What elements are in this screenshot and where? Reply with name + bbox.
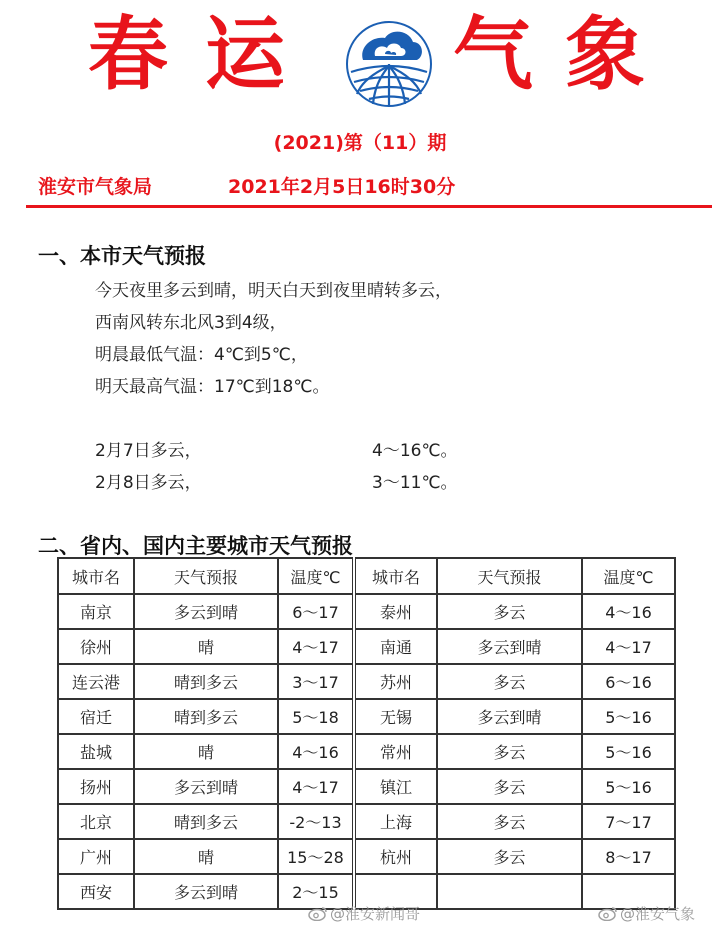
table-row (58, 629, 675, 664)
city-cell: 西安 (58, 874, 134, 909)
weather-cell (437, 874, 582, 909)
section1-heading: 一、本市天气预报 (38, 244, 206, 268)
weather-cell: 晴到多云 (134, 804, 278, 839)
weather-cell: 晴到多云 (134, 699, 278, 734)
org-name: 淮安市气象局 (38, 176, 153, 198)
temp-cell: 5～16 (582, 699, 675, 734)
col-header-temp: 温度℃ (582, 558, 675, 594)
weather-cell: 多云 (437, 594, 582, 629)
weibo-icon (308, 905, 328, 921)
temp-cell: -2～13 (278, 804, 354, 839)
forecast-line-1: 今天夜里多云到晴，明天白天到夜里晴转多云， (95, 281, 452, 301)
title-char-2: 运 (205, 8, 285, 101)
temp-cell: 3～17 (278, 664, 354, 699)
title-char-4: 象 (565, 8, 645, 101)
city-cell: 上海 (354, 804, 437, 839)
title-char-3: 气 (453, 8, 533, 101)
weather-cell: 多云到晴 (134, 594, 278, 629)
weibo-icon (598, 905, 618, 921)
city-cell: 杭州 (354, 839, 437, 874)
temp-cell: 8～17 (582, 839, 675, 874)
outlook-temp-2: 3～11℃。 (372, 473, 458, 493)
watermark-left: @淮安新闻哥 (330, 905, 421, 923)
city-cell: 南京 (58, 594, 134, 629)
table-row (58, 839, 675, 874)
temp-cell: 15～28 (278, 839, 354, 874)
weather-cell: 晴 (134, 629, 278, 664)
weather-cell: 晴 (134, 734, 278, 769)
outlook-temp-1: 4～16℃。 (372, 441, 458, 461)
weather-cell: 多云 (437, 804, 582, 839)
temp-cell: 7～17 (582, 804, 675, 839)
city-cell: 常州 (354, 734, 437, 769)
weather-cell: 多云 (437, 839, 582, 874)
weather-cell: 多云 (437, 769, 582, 804)
title-char-1: 春 (88, 8, 168, 101)
city-cell: 徐州 (58, 629, 134, 664)
forecast-line-4: 明天最高气温：17℃到18℃。 (95, 377, 330, 397)
table-row (58, 804, 675, 839)
temp-cell: 4～17 (278, 769, 354, 804)
table-row (58, 664, 675, 699)
table-row (58, 594, 675, 629)
city-cell: 北京 (58, 804, 134, 839)
city-cell: 盐城 (58, 734, 134, 769)
city-cell: 扬州 (58, 769, 134, 804)
forecast-line-3: 明晨最低气温：4℃到5℃， (95, 345, 308, 365)
weather-cell: 多云 (437, 664, 582, 699)
temp-cell: 4～17 (582, 629, 675, 664)
city-cell: 苏州 (354, 664, 437, 699)
weather-cell: 多云到晴 (437, 699, 582, 734)
temp-cell: 5～18 (278, 699, 354, 734)
section2-heading: 二、省内、国内主要城市天气预报 (38, 534, 353, 558)
temp-cell: 5～16 (582, 734, 675, 769)
col-header-city: 城市名 (354, 558, 437, 594)
col-header-city: 城市名 (58, 558, 134, 594)
outlook-day-1: 2月7日多云， (95, 441, 202, 461)
city-forecast-table (57, 557, 676, 910)
temp-cell: 4～16 (278, 734, 354, 769)
city-cell: 泰州 (354, 594, 437, 629)
watermark-right: @淮安气象 (620, 905, 696, 923)
forecast-line-2: 西南风转东北风3到4级， (95, 313, 287, 333)
temp-cell: 4～17 (278, 629, 354, 664)
weather-cell: 多云到晴 (134, 874, 278, 909)
cma-cloud-logo-icon (345, 20, 433, 108)
header-divider (26, 205, 712, 208)
table-row (58, 769, 675, 804)
weather-cell: 晴到多云 (134, 664, 278, 699)
issue-date: 2021年2月5日16时30分 (228, 176, 456, 198)
city-cell: 无锡 (354, 699, 437, 734)
issue-number: (2021)第（11）期 (273, 132, 447, 154)
temp-cell: 4～16 (582, 594, 675, 629)
city-cell: 连云港 (58, 664, 134, 699)
col-header-weather: 天气预报 (437, 558, 582, 594)
table-header-row (58, 558, 675, 594)
table-row (58, 734, 675, 769)
temp-cell: 2～15 (278, 874, 354, 909)
city-cell: 广州 (58, 839, 134, 874)
col-header-weather: 天气预报 (134, 558, 278, 594)
city-cell: 镇江 (354, 769, 437, 804)
temp-cell: 6～17 (278, 594, 354, 629)
temp-cell: 5～16 (582, 769, 675, 804)
weather-cell: 晴 (134, 839, 278, 874)
city-cell: 宿迁 (58, 699, 134, 734)
temp-cell: 6～16 (582, 664, 675, 699)
weather-cell: 多云到晴 (437, 629, 582, 664)
city-cell: 南通 (354, 629, 437, 664)
table-row (58, 699, 675, 734)
weather-cell: 多云 (437, 734, 582, 769)
weather-cell: 多云到晴 (134, 769, 278, 804)
outlook-day-2: 2月8日多云， (95, 473, 202, 493)
col-header-temp: 温度℃ (278, 558, 354, 594)
